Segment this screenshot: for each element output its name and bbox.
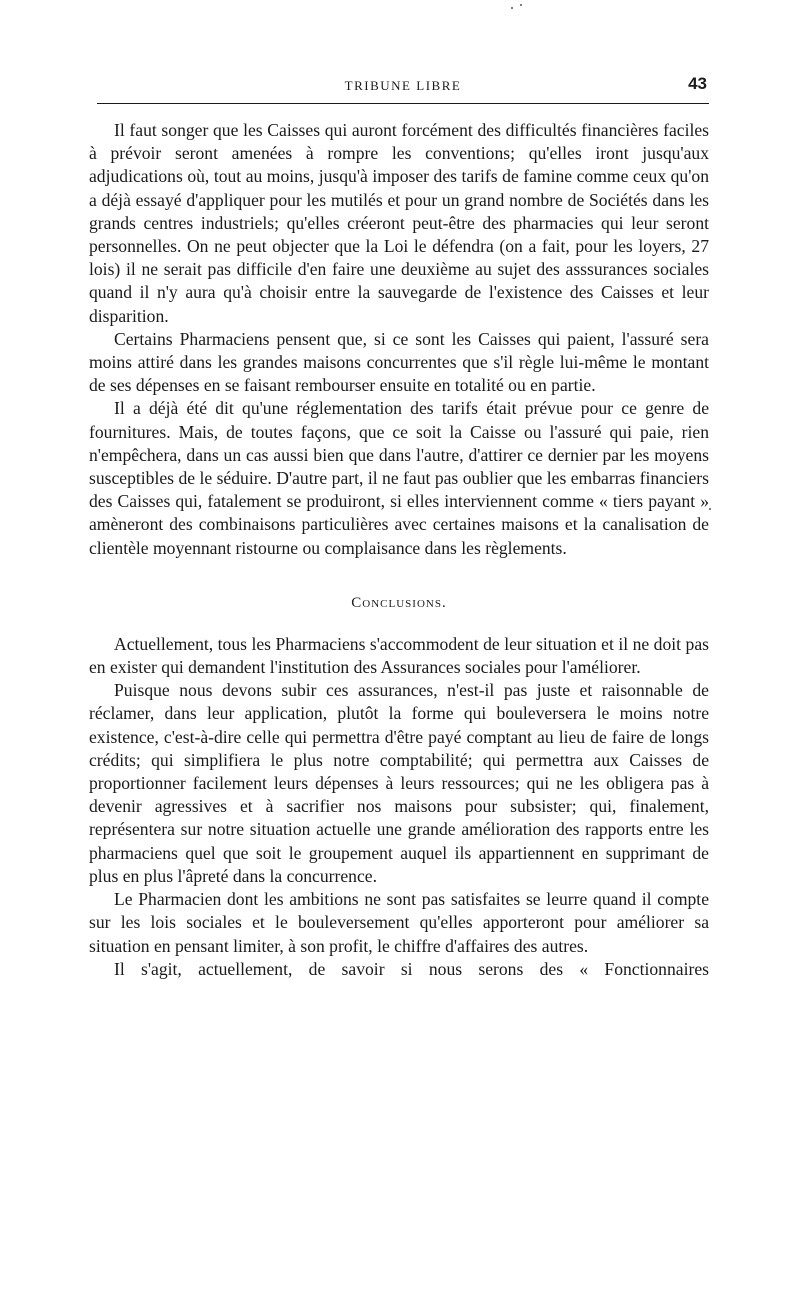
paragraph: Il faut songer que les Caisses qui auront forcément des difficultés financières faciles à prévoir seront amenées à rompre les conventions; qu'elles iront jusqu'aux adjudications où, tout au moins, jusqu'à imposer des tarifs de famine comme ceux qu'on a déjà essayé d'appliquer pour les mutilés et pour un grand nombre de Sociétés dans les grands centres industriels; qu'elles créeront peut-être des pharmacies qui leur seront personnelles. On ne peut objecter que la Loi le défendra (on a fait, pour les loyers, 27 lois) il ne serait pas difficile d'en faire une deuxième au sujet des asssurances sociales quand il n'y aura qu'à choisir entre la sauvegarde de l'existence des Caisses et leur disparition. bbox=[89, 120, 709, 326]
paragraph: Il s'agit, actuellement, de savoir si nous serons des « Fonctionnaires bbox=[114, 958, 709, 979]
running-head: TRIBUNE LIBRE bbox=[344, 78, 462, 93]
paragraph: Le Pharmacien dont les ambitions ne sont pas satisfaites se leurre quand il compte sur les lois sociales et le bouleversement qu'elles apporteront pour améliorer sa situation en pensant limiter, à son profit, le chiffre d'affaires des autres. bbox=[89, 889, 709, 956]
page-header bbox=[97, 66, 709, 96]
body-text bbox=[89, 119, 709, 981]
paragraph: Certains Pharmaciens pensent que, si ce sont les Caisses qui paient, l'assuré sera moins attiré dans les grandes maisons concurrentes que s'il règle lui-même le montant de ses dépenses en se faisant rembourser ensuite en totalité ou en partie. bbox=[89, 328, 709, 396]
section-heading: Conclusions. bbox=[351, 594, 447, 611]
print-speck bbox=[709, 508, 711, 510]
paragraph: Puisque nous devons subir ces assurances, n'est-il pas juste et raisonnable de réclamer, dans leur application, plutôt la forme qui bouleversera le moins notre existence, c'est-à-dire celle qui permettra d'être payé comptant au lieu de faire de longs crédits; qui simplifiera le plus notre comptabilité; qui permettra aux Caisses de proportionner facilement leurs dépenses à leurs ressources; qui ne les obligera pas à devenir agressives et à sacrifier nos maisons pour subsister; qui, finalement, représentera sur notre situation actuelle une grande amélioration des rapports entre les pharmaciens quel que soit le groupement auquel ils appartiennent en supprimant de plus en plus l'âpreté dans la concurrence. bbox=[89, 680, 709, 886]
page-number: 43 bbox=[688, 74, 707, 93]
paragraph: Il a déjà été dit qu'une réglementation des tarifs était prévue pour ce genre de fournitures. Mais, de toutes façons, que ce soit la Caisse ou l'assuré qui paie, rien n'empêchera, dans un cas aussi bien que dans l'autre, d'attirer ce dernier par les moyens susceptibles de le séduire. D'autre part, il ne faut pas oublier que les embarras financiers des Caisses qui, fatalement se produiront, si elles interviennent comme « tiers payant » amèneront des combinaisons particulières avec certaines maisons et la canalisation de clientèle moyennant ristourne ou complaisance dans les règlements. bbox=[89, 398, 709, 558]
print-speck bbox=[511, 7, 513, 9]
paragraph: Actuellement, tous les Pharmaciens s'accommodent de leur situation et il ne doit pas en exister qui demandent l'institution des Assurances sociales pour l'améliorer. bbox=[89, 633, 709, 678]
header-rule bbox=[97, 103, 709, 104]
print-speck bbox=[520, 4, 522, 6]
